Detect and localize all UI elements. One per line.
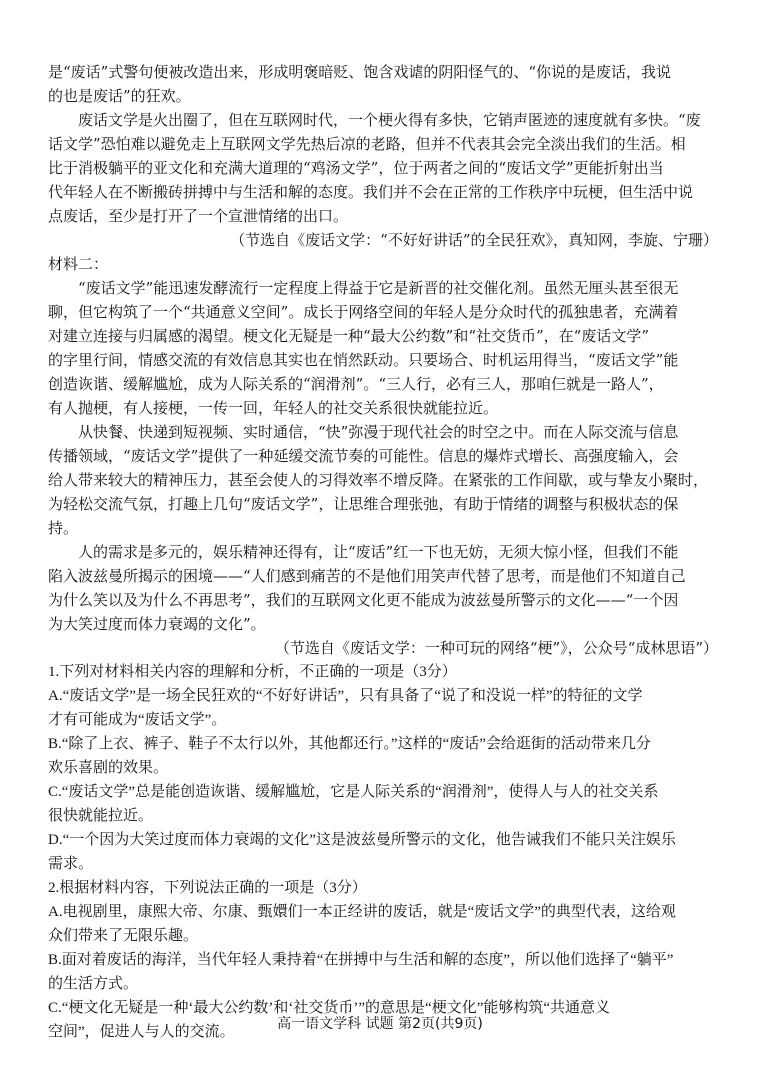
option-a[interactable] <box>48 900 718 948</box>
text-line: 从快餐、快递到短视频、实时通信，“快”弥漫于现代社会的时空之中。而在人际交流与信息 <box>78 423 679 441</box>
text-line: “废话文学”能迅速发酵流行一定程度上得益于它是新晋的社交催化剂。虽然无厘头甚至很无 <box>78 279 679 297</box>
option-text: A.“废话文学”是一场全民狂欢的“不好好讲话”，只有具备了“说了和没说一样”的特征的文学 <box>48 688 643 704</box>
text-line: 持。 <box>48 519 79 537</box>
text-line: 为轻松交流气氛，打趣上几句“废话文学”，让思维合理张弛，有助于情绪的调整与积极状态的保 <box>48 495 679 513</box>
passage-paragraph <box>48 276 718 420</box>
text-line: 创造诙谐、缓解尴尬，成为人际关系的“润滑剂”。“三人行，必有三人，那咱仨就是一路人”， <box>48 375 664 393</box>
option-text: B.“除了上衣、裤子、鞋子不太行以外，其他都还行。”这样的“废话”会给逛街的活动带来几分 <box>48 736 651 752</box>
text-line: 代年轻人在不断搬砖拼搏中与生活和解的态度。我们并不会在正常的工作秩序中玩梗，但生活中说 <box>48 183 694 201</box>
text-line: 废话文学是火出圈了，但在互联网时代，一个梗火得有多快，它销声匿迹的速度就有多快。“废 <box>78 111 701 129</box>
option-a[interactable] <box>48 684 718 732</box>
option-text: D.“一个因为大笑过度而体力衰竭的文化”这是波兹曼所警示的文化，他告诫我们不能只关注娱乐 <box>48 832 676 848</box>
option-text: 才有可能成为“废话文学”。 <box>48 712 227 728</box>
option-text: B.面对着废话的海洋，当代年轻人秉持着“在拼搏中与生活和解的态度”，所以他们选择了“躺平” <box>48 952 674 968</box>
question-stem: 1.下列对材料相关内容的理解和分析，不正确的一项是（3分） <box>48 664 457 680</box>
option-text: A.电视剧里，康熙大帝、尔康、甄嬛们一本正经讲的废话，就是“废话文学”的典型代表，这给观 <box>48 904 676 920</box>
option-text: 众们带来了无限乐趣。 <box>48 928 199 944</box>
text-line: 人的需求是多元的，娱乐精神还得有，让“废话”红一下也无妨，无须大惊小怪，但我们不能 <box>78 543 679 561</box>
text-line: 给人带来较大的精神压力，甚至会使人的习得效率不增反降。在紧张的工作间歇，或与挚友小聚时， <box>48 471 709 489</box>
text-line: 点废话，至少是打开了一个宣泄情绪的出口。 <box>48 207 349 225</box>
text-line: 陷入波兹曼所揭示的困境——“人们感到痛苦的不是他们用笑声代替了思考，而是他们不知道自己 <box>48 567 686 585</box>
passage-paragraph <box>48 60 718 108</box>
page-footer: 高一语文学科 试题 第2页(共9页) <box>277 1016 483 1032</box>
option-text: 很快就能拉近。 <box>48 808 154 824</box>
option-d[interactable] <box>48 828 718 876</box>
passage-paragraph <box>48 540 718 636</box>
passage-paragraph <box>48 420 718 540</box>
option-text: 欢乐喜剧的效果。 <box>48 760 169 776</box>
text-line: 对建立连接与归属感的渴望。梗文化无疑是一种“最大公约数”和“社交货币”，在“废话文学” <box>48 327 650 345</box>
option-text: C.“废话文学”总是能创造诙谐、缓解尴尬，它是人际关系的“润滑剂”，使得人与人的社交关系 <box>48 784 659 800</box>
text-line: 是“废话”式警句便被改造出来，形成明褒暗贬、饱含戏谑的阴阳怪气的、“你说的是废话，我说 <box>48 63 672 81</box>
question-1 <box>48 660 718 876</box>
source-citation: （节选自《废话文学：一种可玩的网络“梗”》，公众号“成林思语”） <box>274 639 718 657</box>
text-line: 的字里行间，情感交流的有效信息其实也在悄然跃动。只要场合、时机运用得当，“废话文学”能 <box>48 351 679 369</box>
passage-paragraph <box>48 108 718 228</box>
text-line: 有人抛梗，有人接梗，一传一回，年轻人的社交关系很快就能拉近。 <box>48 399 499 417</box>
text-line: 话文学”恐怕难以避免走上互联网文学先热后凉的老路，但并不代表其会完全淡出我们的生活。相 <box>48 135 686 153</box>
text-line: 为大笑过度而体力衰竭的文化”。 <box>48 615 266 633</box>
option-c[interactable] <box>48 780 718 828</box>
text-line: 的也是废话”的狂欢。 <box>48 87 191 105</box>
text-line: 聊，但它构筑了一个“共通意义空间”。成长于网络空间的年轻人是分众时代的孤独患者，充满着 <box>48 303 679 321</box>
option-text: 的生活方式。 <box>48 976 139 992</box>
source-citation: （节选自《废话文学：“不好好讲话”的全民狂欢》，真知网，李旋、宁珊） <box>230 231 718 249</box>
text-line: 为什么笑以及为什么不再思考”，我们的互联网文化更不能成为波兹曼所警示的文化——“一个因 <box>48 591 679 609</box>
text-line: 比于消极躺平的亚文化和充满大道理的“鸡汤文学”，位于两者之间的“废话文学”更能折射出当 <box>48 159 664 177</box>
option-b[interactable] <box>48 948 718 996</box>
exam-page <box>48 60 718 1044</box>
option-text: C.“梗文化无疑是一种‘最大公约数’和‘社交货币’”的意思是“梗文化”能够构筑“共通意义 <box>48 1000 611 1016</box>
question-stem: 2.根据材料内容，下列说法正确的一项是（3分） <box>48 880 367 896</box>
option-text: 需求。 <box>48 856 94 872</box>
material-label: 材料二： <box>48 255 109 273</box>
option-b[interactable] <box>48 732 718 780</box>
text-line: 传播领域，“废话文学”提供了一种延缓交流节奏的可能性。信息的爆炸式增长、高强度输入，会 <box>48 447 679 465</box>
option-text: 空间”，促进人与人的交流。 <box>48 1024 235 1040</box>
